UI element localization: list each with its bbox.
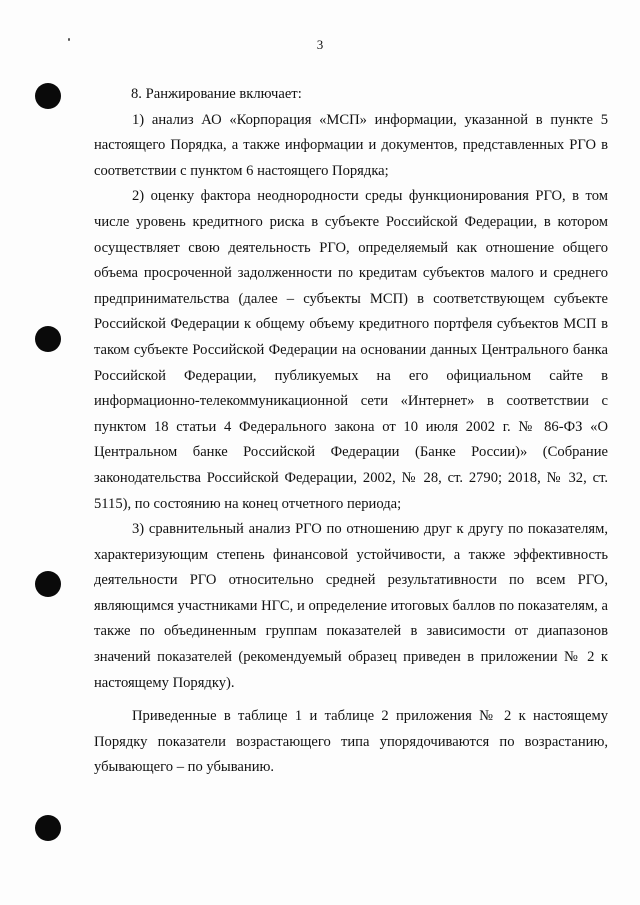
punch-hole-3	[35, 571, 61, 597]
punch-hole-1	[35, 83, 61, 109]
paragraph-item-2: 2) оценку фактора неоднородности среды функционирования РГО, в том числе уровень кредитного риска в субъекте Российской Федерации, в котором осуществляет свою деятельность РГО, определяемый как отношение общего объема просроченной задолженности по кредитам субъектов малого и среднего предпринимательства (далее – субъекты МСП) в соответствующем субъекте Российской Федерации к общему объему кредитного портфеля субъектов МСП в таком субъекте Российской Федерации на основании данных Центрального банка Российской Федерации, публикуемых на его официальном сайте в информационно-телекоммуникационной сети «Интернет» в соответствии с пунктом 18 статьи 4 Федерального закона от 10 июля 2002 г. № 86-ФЗ «О Центральном банке Российской Федерации (Банке России)» (Собрание законодательства Российской Федерации, 2002, № 28, ст. 2790; 2018, № 32, ст. 5115), по состоянию на конец отчетного периода;	[94, 188, 608, 512]
punch-hole-2	[35, 326, 61, 352]
punch-hole-4	[35, 815, 61, 841]
paragraph-item-3: 3) сравнительный анализ РГО по отношению друг к другу по показателям, характеризующим степень финансовой устойчивости, а также эффективность деятельности РГО относительно средней результативности по всем РГО, являющимся участниками НГС, и определение итоговых баллов по показателям, а также по объединенным группам показателей в зависимости от диапазонов значений показателей (рекомендуемый образец приведен в приложении № 2 к настоящему Порядку).	[94, 521, 608, 691]
section-heading: 8. Ранжирование включает:	[131, 86, 302, 102]
scan-speck	[68, 38, 70, 41]
paragraph-tables-note: Приведенные в таблице 1 и таблице 2 приложения № 2 к настоящему Порядку показатели возрастающего типа упорядочиваются по возрастанию, убывающего – по убыванию.	[94, 708, 608, 776]
paragraph-item-1: 1) анализ АО «Корпорация «МСП» информации, указанной в пункте 5 настоящего Порядка, а также информации и документов, представленных РГО в соответствии с пунктом 6 настоящего Порядка;	[94, 111, 608, 179]
document-body	[94, 82, 608, 781]
page-number: 3	[316, 37, 324, 52]
